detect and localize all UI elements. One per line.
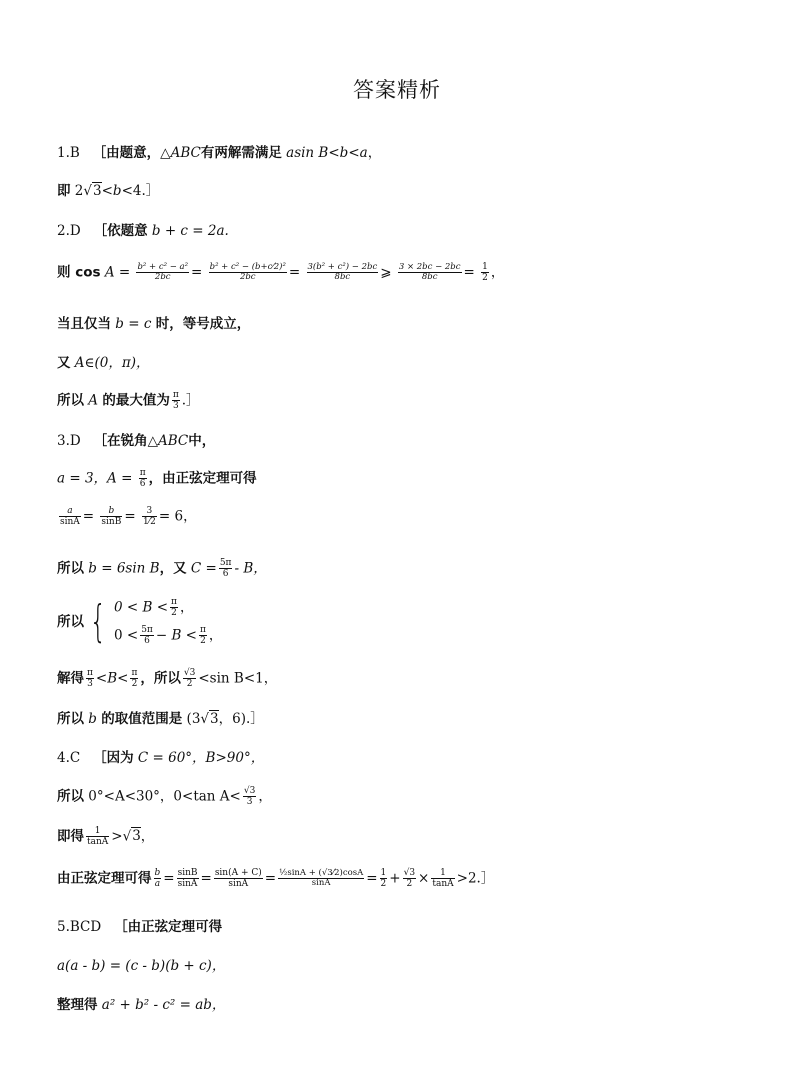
fraction: $\frac{\text{b² + c² − (b+c⁄2)²}}{2bc}$ bbox=[209, 261, 286, 283]
q2-line-4: 又 A∈(0，π)， bbox=[57, 355, 150, 371]
system-row-1: 0 < B < $\frac{\pi}{2}$ ， bbox=[114, 597, 194, 619]
q4-number: 4.C bbox=[57, 750, 81, 766]
q5-line-3: 整理得 a² + b² - c² = ab， bbox=[57, 997, 226, 1013]
q2-line-2: 则 cos A = $\frac{\text{b² + c² − a²}}{2bc}$ = $\frac{\text{b² + c² − (b+c⁄2)²}}{2bc}$ = $\frac{\text{3(b² + c²) − 2bc}}{8bc}$ ⩾ $\frac{3 \times 2bc - 2bc}{8bc}$ = $\frac{1}{2}$ ， bbox=[57, 261, 505, 284]
q4-line-1: 4.C ［因为 C = 60°，B>90°， bbox=[57, 750, 265, 766]
fraction: $\frac{\pi}{3}$ bbox=[172, 390, 179, 412]
page-title: 答案精析 bbox=[353, 78, 441, 102]
q2-line-3: 当且仅当 b = c 时，等号成立， bbox=[57, 316, 251, 332]
q3-line-4: 所以 b = 6sin B，又 C = $\frac{5\pi}{6}$ - B， bbox=[57, 558, 267, 580]
q5-line-1: 5.BCD ［由正弦定理可得 bbox=[57, 919, 223, 935]
fraction: $\frac{3}{1⁄2}$ bbox=[142, 506, 156, 528]
q1-number: 1.B bbox=[57, 145, 80, 161]
equation-system: 所以 { 0 < B < $\frac{\pi}{2}$ ， 0 < $\frac{5\pi}{6}$ − B < $\frac{\pi}{2}$ ， bbox=[57, 595, 223, 647]
q3-line-6: 解得 $\frac{\pi}{3}$ <B< $\frac{\pi}{2}$ ，所以 $\frac{√3}{2}$ <sin B<1， bbox=[57, 668, 278, 690]
fraction: $\frac{b}{\sin B}$ bbox=[101, 506, 122, 528]
q3-line-1: 3.D ［在锐角△ABC中， bbox=[57, 433, 216, 449]
q4-line-3: 即得 $\frac{1}{\tan A}$ >√3， bbox=[57, 826, 155, 848]
q2-line-1: 2.D ［依题意 b + c = 2a. bbox=[57, 223, 229, 239]
fraction: $\frac{\text{b² + c² − a²}}{2bc}$ bbox=[137, 261, 189, 283]
q1-line-2: 即 2√3<b<4.］ bbox=[57, 183, 160, 199]
q3-line-7: 所以 b 的取值范围是 (3√3，6).］ bbox=[57, 711, 264, 727]
q2-line-5: 所以 A 的最大值为 $\frac{\pi}{3}$ .］ bbox=[57, 390, 200, 412]
q2-number: 2.D bbox=[57, 223, 81, 239]
q3-line-3: $\frac{a}{\sin A}$ = $\frac{b}{\sin B}$ = $\frac{3}{1⁄2}$ = 6， bbox=[60, 506, 197, 528]
q4-line-2: 所以 0°<A<30°，0<tan A< $\frac{√3}{3}$ ， bbox=[57, 786, 272, 808]
q5-line-2: a(a - b) = (c - b)(b + c)， bbox=[57, 958, 226, 974]
fraction: $\frac{3 \times 2bc - 2bc}{8bc}$ bbox=[398, 261, 461, 283]
fraction: $\frac{a}{\sin A}$ bbox=[60, 506, 80, 528]
left-brace: { bbox=[89, 595, 107, 647]
q1-line-1: 1.B ［由题意，△ABC有两解需满足 asin B<b<a， bbox=[57, 145, 382, 161]
fraction: $\frac{\text{3(b² + c²) − 2bc}}{8bc}$ bbox=[307, 261, 378, 283]
system-row-2: 0 < $\frac{5\pi}{6}$ − B < $\frac{\pi}{2}$ ， bbox=[114, 624, 223, 647]
q4-line-4: 由正弦定理可得 $\frac{b}{a}$ = $\frac{\sin B}{\sin A}$ = $\frac{\sin(A + C)}{\sin A}$ = $\frac{\text{½sinA + (√3⁄2)cosA}}{\sin A}$ = $\frac{1}{2}$ + $\frac{√3}{2}$ × $\frac{1}{\tan A}$ >2.］ bbox=[57, 867, 495, 890]
fraction: $\frac{1}{2}$ bbox=[482, 262, 488, 284]
q5-number: 5.BCD bbox=[57, 919, 102, 935]
q3-number: 3.D bbox=[57, 433, 81, 449]
q3-line-5 bbox=[57, 597, 222, 646]
fraction: $\frac{5\pi}{6}$ bbox=[219, 558, 232, 580]
fraction: $\frac{\pi}{6}$ bbox=[139, 468, 146, 490]
q3-line-2: a = 3，A = $\frac{\pi}{6}$ ，由正弦定理可得 bbox=[57, 468, 257, 490]
